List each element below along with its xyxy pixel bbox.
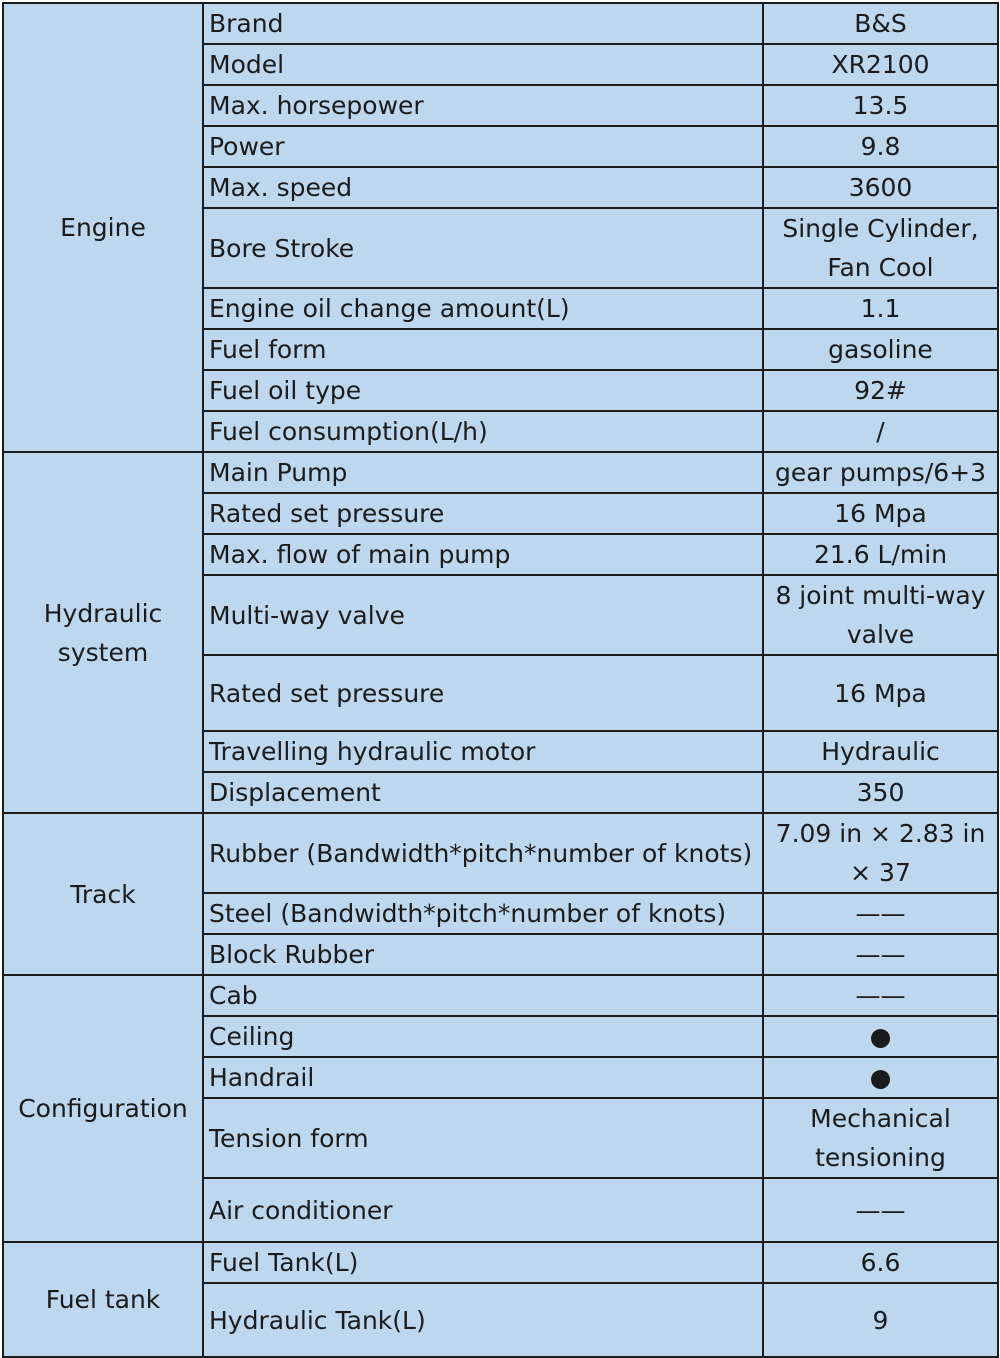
param-label: Cab: [203, 975, 763, 1016]
param-value: 92#: [763, 370, 998, 411]
param-label: Max. horsepower: [203, 85, 763, 126]
group-label-hydraulic-system: Hydraulic system: [3, 452, 203, 813]
param-label: Steel (Bandwidth*pitch*number of knots): [203, 893, 763, 934]
param-label: Rated set pressure: [203, 493, 763, 534]
param-label: Brand: [203, 3, 763, 44]
table-row: [3, 452, 998, 493]
param-value: ——: [763, 893, 998, 934]
param-value: XR2100: [763, 44, 998, 85]
param-value: 16 Mpa: [763, 493, 998, 534]
group-label-configuration: Configuration: [3, 975, 203, 1242]
param-value: 7.09 in × 2.83 in × 37: [763, 813, 998, 893]
param-value: 13.5: [763, 85, 998, 126]
param-value: ——: [763, 1178, 998, 1242]
param-value: 1.1: [763, 288, 998, 329]
param-value: Mechanical tensioning: [763, 1098, 998, 1178]
group-label-engine: Engine: [3, 3, 203, 452]
param-value: 9.8: [763, 126, 998, 167]
table-row: [3, 975, 998, 1016]
param-value: /: [763, 411, 998, 452]
param-label: Displacement: [203, 772, 763, 813]
param-value: ——: [763, 934, 998, 975]
table-row: [3, 813, 998, 893]
spec-table: [2, 2, 999, 1358]
param-value: 3600: [763, 167, 998, 208]
param-label: Max. speed: [203, 167, 763, 208]
param-label: Tension form: [203, 1098, 763, 1178]
param-value: B&S: [763, 3, 998, 44]
param-label: Ceiling: [203, 1016, 763, 1057]
param-label: Fuel consumption(L/h): [203, 411, 763, 452]
param-value: Hydraulic: [763, 731, 998, 772]
param-label: Block Rubber: [203, 934, 763, 975]
group-label-track: Track: [3, 813, 203, 975]
param-value: ●: [763, 1016, 998, 1057]
param-label: Rated set pressure: [203, 655, 763, 731]
param-value: ●: [763, 1057, 998, 1098]
param-label: Max. flow of main pump: [203, 534, 763, 575]
table-row: [3, 1242, 998, 1283]
param-value: 16 Mpa: [763, 655, 998, 731]
param-value: 6.6: [763, 1242, 998, 1283]
param-label: Fuel oil type: [203, 370, 763, 411]
param-label: Engine oil change amount(L): [203, 288, 763, 329]
param-value: 9: [763, 1283, 998, 1357]
param-value: ——: [763, 975, 998, 1016]
param-value: 8 joint multi-way valve: [763, 575, 998, 655]
param-value: 21.6 L/min: [763, 534, 998, 575]
param-label: Fuel Tank(L): [203, 1242, 763, 1283]
table-row: [3, 3, 998, 44]
param-label: Hydraulic Tank(L): [203, 1283, 763, 1357]
spec-table-body: [3, 3, 998, 1357]
param-label: Model: [203, 44, 763, 85]
param-label: Rubber (Bandwidth*pitch*number of knots): [203, 813, 763, 893]
group-label-fuel-tank: Fuel tank: [3, 1242, 203, 1357]
param-value: 350: [763, 772, 998, 813]
param-label: Air conditioner: [203, 1178, 763, 1242]
param-label: Power: [203, 126, 763, 167]
param-label: Handrail: [203, 1057, 763, 1098]
param-label: Multi-way valve: [203, 575, 763, 655]
param-label: Travelling hydraulic motor: [203, 731, 763, 772]
param-label: Fuel form: [203, 329, 763, 370]
param-label: Main Pump: [203, 452, 763, 493]
param-value: gear pumps/6+3: [763, 452, 998, 493]
param-label: Bore Stroke: [203, 208, 763, 288]
param-value: gasoline: [763, 329, 998, 370]
param-value: Single Cylinder, Fan Cool: [763, 208, 998, 288]
